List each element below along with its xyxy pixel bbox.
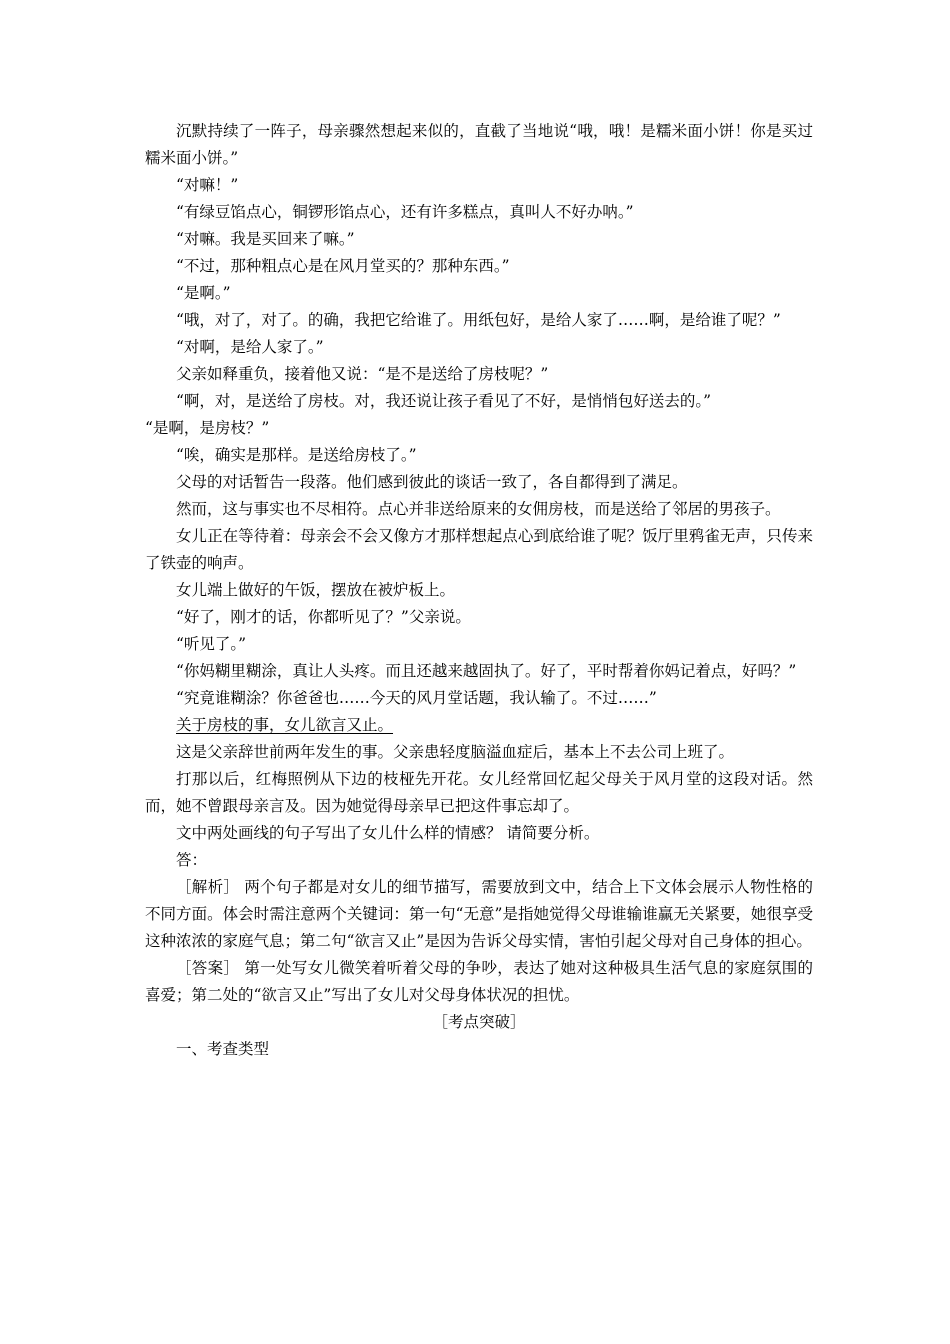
analysis: ［解析］ 两个句子都是对女儿的细节描写，需要放到文中，结合上下文体会展示人物性格的不同方面。体会时需注意两个关键词：第一句“无意”是指她觉得父母谁输谁赢无关紧要，她很享受这种浓浓的家庭气息；第二句“欲言又止”是因为告诉父母实情，害怕引起父母对自己身体的担心。 [145, 878, 813, 950]
subsection-heading: 一、考查类型 [176, 1040, 270, 1058]
paragraph-2: “对嘛！” [176, 176, 239, 194]
question: 文中两处画线的句子写出了女儿什么样的情感？ 请简要分析。 [176, 824, 600, 842]
paragraph-4: “对嘛。我是买回来了嘛。” [176, 230, 355, 248]
paragraph-16: 女儿端上做好的午饭，摆放在被炉板上。 [176, 581, 456, 599]
paragraph-6: “是啊。” [176, 284, 231, 302]
paragraph-19: “你妈糊里糊涂，真让人头疼。而且还越来越固执了。好了，平时帮着你妈记着点，好吗？” [176, 662, 797, 680]
answer: ［答案］ 第一处写女儿微笑着听着父母的争吵，表达了她对这种极具生活气息的家庭氛围的喜爱；第二处的“欲言又止”写出了女儿对父母身体状况的担忧。 [145, 959, 813, 1004]
paragraph-20: “究竟谁糊涂？你爸爸也……今天的风月堂话题，我认输了。不过……” [176, 689, 657, 707]
paragraph-15: 女儿正在等待着：母亲会不会又像方才那样想起点心到底给谁了呢？饭厅里鸦雀无声，只传来了铁壶的响声。 [145, 527, 813, 572]
paragraph-9: 父亲如释重负，接着他又说：“是不是送给了房枝呢？” [176, 365, 549, 383]
paragraph-11: “是啊，是房枝？” [145, 419, 270, 437]
paragraph-12: “唉，确实是那样。是送给房枝了。” [176, 446, 417, 464]
paragraph-3: “有绿豆馅点心，铜锣形馅点心，还有许多糕点，真叫人不好办呐。” [176, 203, 634, 221]
paragraph-8: “对啊，是给人家了。” [176, 338, 324, 356]
underlined-sentence: 关于房枝的事，女儿欲言又止。 [176, 716, 394, 734]
section-heading: ［考点突破］ [432, 1013, 526, 1031]
paragraph-23: 打那以后，红梅照例从下边的枝桠先开花。女儿经常回忆起父母关于风月堂的这段对话。然而，她不曾跟母亲言及。因为她觉得母亲早已把这件事忘却了。 [145, 770, 813, 815]
paragraph-14: 然而，这与事实也不尽相符。点心并非送给原来的女佣房枝，而是送给了邻居的男孩子。 [176, 500, 781, 518]
paragraph-21 [145, 712, 813, 739]
answer-label: 答： [176, 851, 208, 869]
paragraph-17: “好了，刚才的话，你都听见了？”父亲说。 [176, 608, 471, 626]
paragraph-13: 父母的对话暂告一段落。他们感到彼此的谈话一致了，各自都得到了满足。 [176, 473, 688, 491]
paragraph-5: “不过，那种粗点心是在风月堂买的？那种东西。” [176, 257, 510, 275]
paragraph-22: 这是父亲辞世前两年发生的事。父亲患轻度脑溢血症后，基本上不去公司上班了。 [176, 743, 735, 761]
paragraph-18: “听见了。” [176, 635, 247, 653]
paragraph-1: 沉默持续了一阵子，母亲骤然想起来似的，直截了当地说“哦，哦！是糯米面小饼！你是买过糯米面小饼。” [145, 122, 813, 167]
paragraph-10: “啊，对，是送给了房枝。对，我还说让孩子看见了不好，是悄悄包好送去的。” [176, 392, 712, 410]
paragraph-7: “哦，对了，对了。的确，我把它给谁了。用纸包好，是给人家了……啊，是给谁了呢？” [176, 311, 781, 329]
document-body [145, 118, 813, 1063]
